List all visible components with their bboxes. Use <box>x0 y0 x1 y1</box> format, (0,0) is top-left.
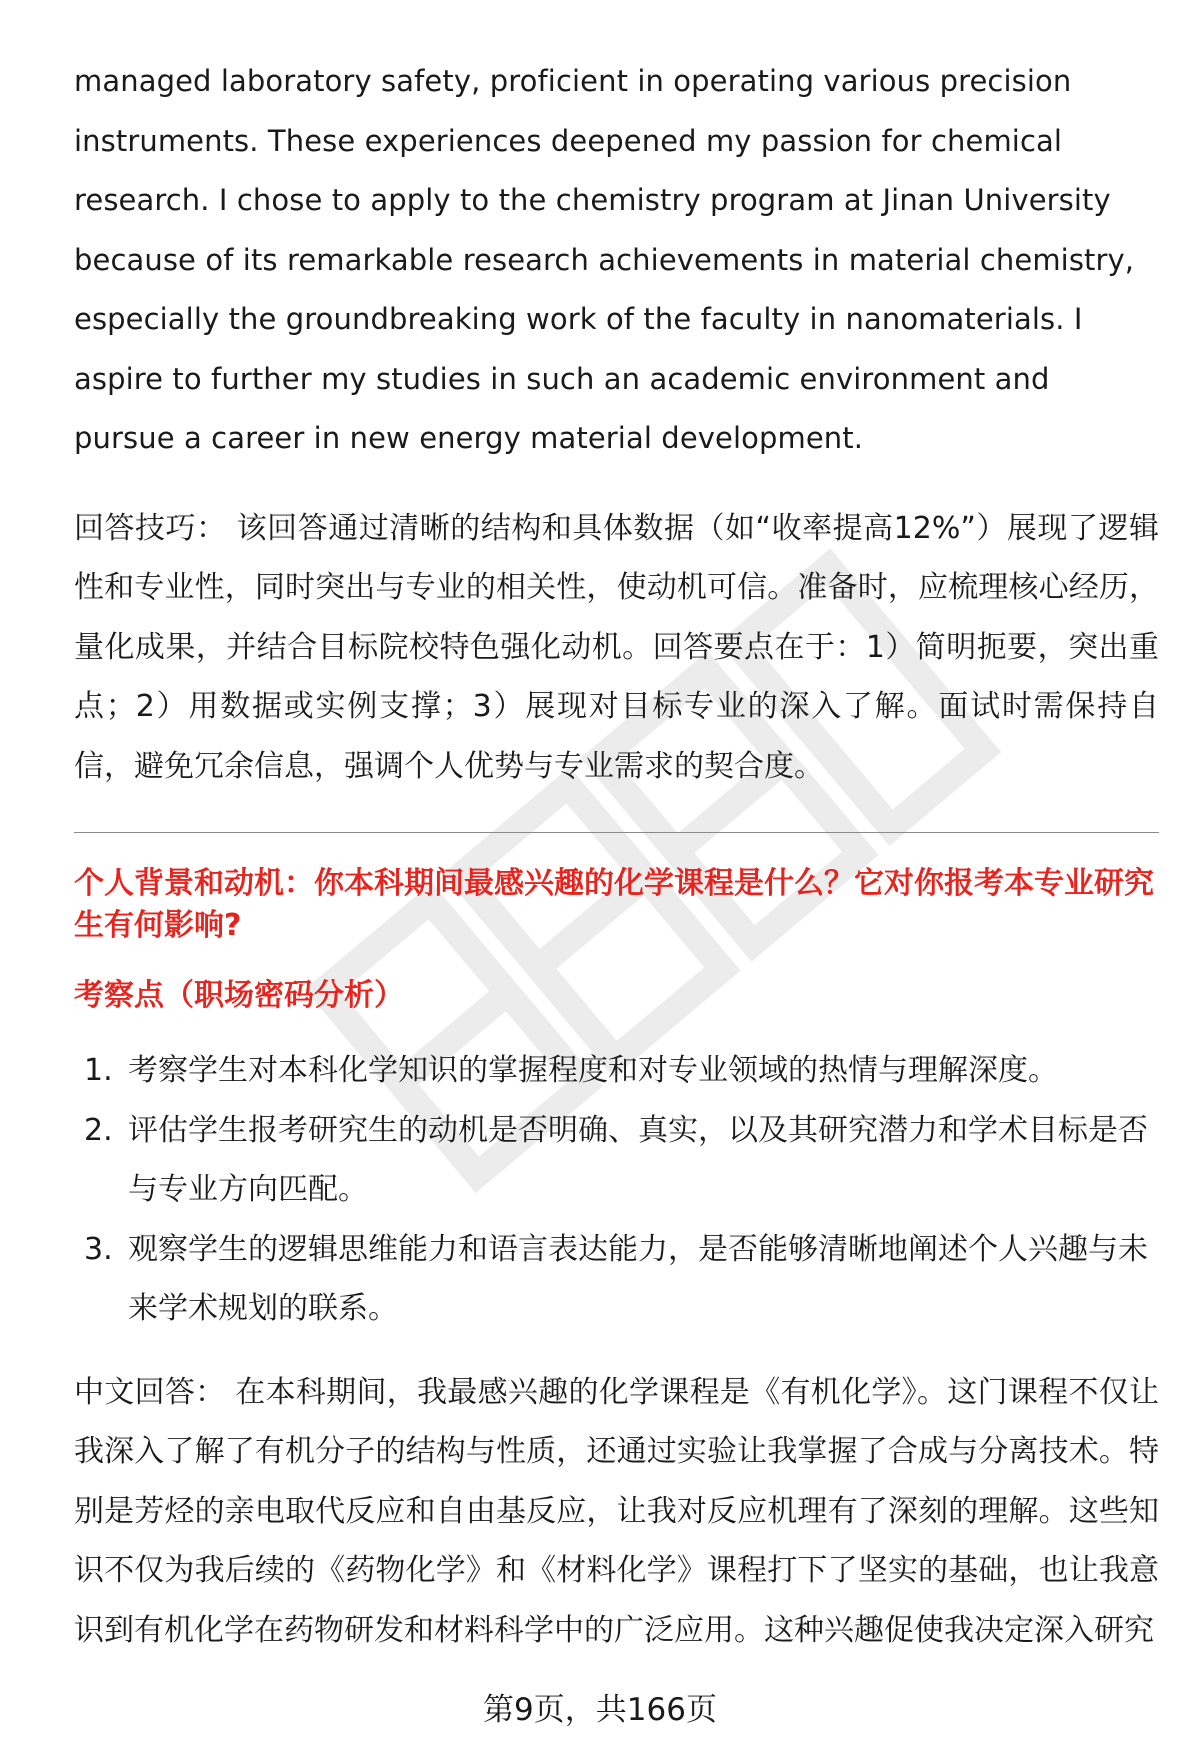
list-text: 观察学生的逻辑思维能力和语言表达能力，是否能够清晰地阐述个人兴趣与未来学术规划的联系。 <box>128 1231 1148 1326</box>
list-text: 考察学生对本科化学知识的掌握程度和对专业领域的热情与理解深度。 <box>128 1053 1058 1088</box>
list-number: 1. <box>84 1053 113 1088</box>
intro-paragraph: managed laboratory safety, proficient in operating various precision instruments. These experiences deepened my passion for chemical research. I chose to apply to the chemistry program at Jinan University because of its remarkable research achievements in material chemistry, especially the groundbreaking work of the faculty in nanomaterials. I aspire to further my studies in such an academic environment and pursue a career in new energy material development. <box>74 64 1135 455</box>
section-divider <box>74 832 1159 833</box>
list-number: 3. <box>84 1231 113 1267</box>
assessment-list <box>74 1041 1159 1339</box>
question-heading: 个人背景和动机：你本科期间最感兴趣的化学课程是什么？它对你报考本专业研究生有何影响? <box>74 866 1154 943</box>
assessment-heading: 考察点（职场密码分析） <box>74 978 404 1013</box>
page-footer: 第9页，共166页 <box>0 1690 1200 1730</box>
document-page <box>74 52 1159 1660</box>
list-text: 评估学生报考研究生的动机是否明确、真实，以及其研究潜力和学术目标是否与专业方向匹配。 <box>128 1112 1148 1207</box>
answer-paragraph: 中文回答： 在本科期间，我最感兴趣的化学课程是《有机化学》。这门课程不仅让我深入了解了有机分子的结构与性质，还通过实验让我掌握了合成与分离技术。特别是芳烃的亲电取代反应和自由基反应，让我对反应机理有了深刻的理解。这些知识不仅为我后续的《药物化学》和《材料化学》课程打下了坚实的基础，也让我意识到有机化学在药物研发和材料科学中的广泛应用。这种兴趣促使我决定深入研究 <box>74 1374 1159 1648</box>
list-item <box>74 1101 1159 1220</box>
list-item <box>74 1220 1159 1339</box>
list-number: 2. <box>84 1112 113 1148</box>
tips-paragraph: 回答技巧： 该回答通过清晰的结构和具体数据（如“收率提高12%”）展现了逻辑性和专业性，同时突出与专业的相关性，使动机可信。准备时，应梳理核心经历，量化成果，并结合目标院校特色强化动机。回答要点在于：1）简明扼要，突出重点；2）用数据或实例支撑；3）展现对目标专业的深入了解。面试时需保持自信，避免冗余信息，强调个人优势与专业需求的契合度。 <box>74 510 1159 784</box>
list-item <box>74 1041 1159 1101</box>
